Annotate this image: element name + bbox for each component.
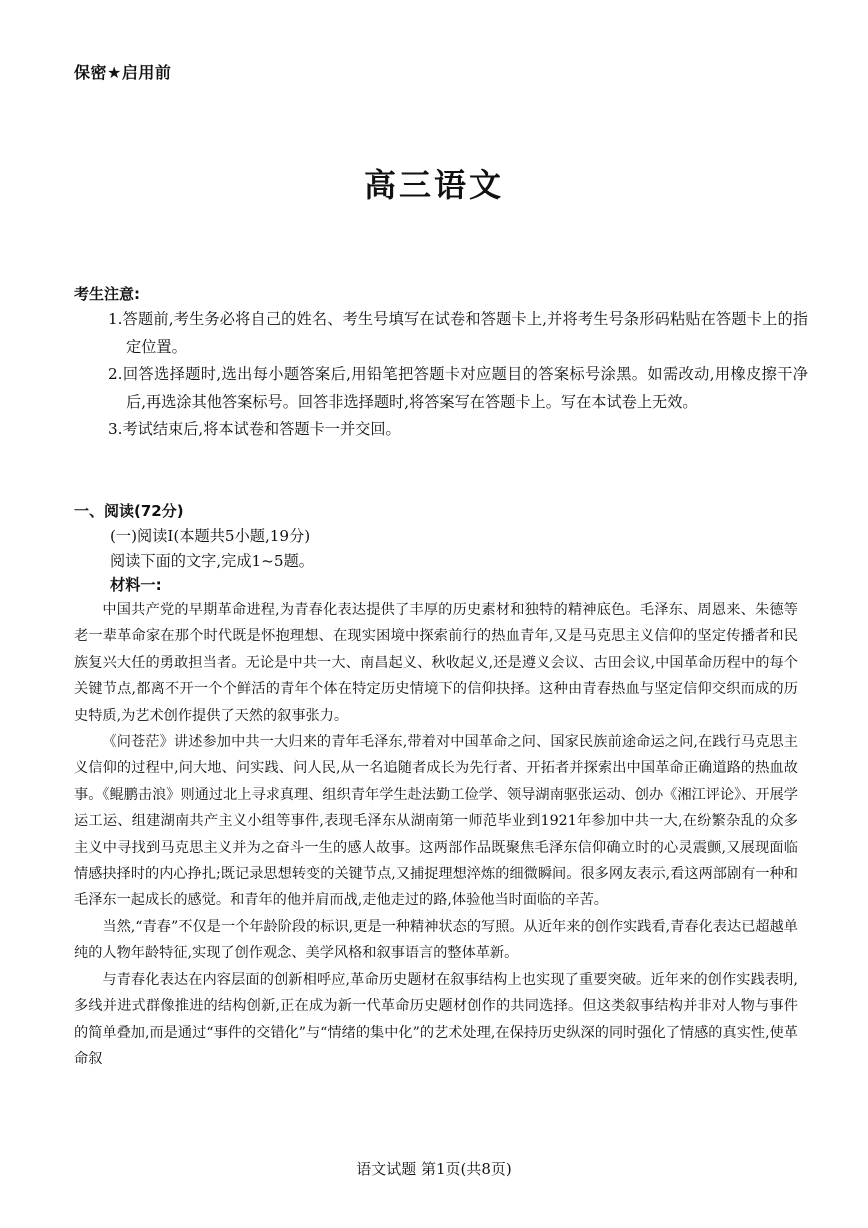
confidential-label: 保密★启用前 (74, 63, 172, 82)
notice-item: 2.回答选择题时,选出每小题答案后,用铅笔把答题卡对应题目的答案标号涂黑。如需改动,用橡皮擦干净后,再选涂其他答案标号。回答非选择题时,将答案写在答题卡上。写在本试卷上无效。 (108, 365, 808, 411)
page-footer: 语文试题 第1页(共8页) (356, 1160, 512, 1178)
section-heading: 一、阅读(72分) (74, 502, 184, 520)
material-label: 材料一: (110, 576, 162, 594)
paragraph: 《问苍茫》讲述参加中共一大归来的青年毛泽东,带着对中国革命之问、国家民族前途命运之问,在践行马克思主义信仰的过程中,问大地、问实践、问人民,从一名追随者成长为先行者、开拓者并探索出中国革命正确道路的热血故事。《鲲鹏击浪》则通过北上寻求真理、组织青年学生赴法勤工俭学、领导湖南驱张运动、创办《湘江评论》、开展学运工运、组建湖南共产主义小组等事件,表现毛泽东从湖南第一师范毕业到1921年参加中共一大,在纷繁杂乱的众多主义中寻找到马克思主义并为之奋斗一生的感人故事。这两部作品既聚焦毛泽东信仰确立时的心灵震颤,又展现面临情感抉择时的内心挣扎;既记录思想转变的关键节点,又捕捉理想淬炼的细微瞬间。很多网友表示,看这两部剧有一种和毛泽东一起成长的感觉。和青年的他并肩而战,走他走过的路,体验他当时面临的辛苦。 (74, 734, 798, 909)
reading-intro (110, 524, 314, 598)
paragraph: 当然,“青春”不仅是一个年龄阶段的标识,更是一种精神状态的写照。从近年来的创作实践看,青春化表达已超越单纯的人物年龄特征,实现了创作观念、美学风格和叙事语言的整体革新。 (74, 918, 798, 962)
instruction-text: 阅读下面的文字,完成1~5题。 (110, 551, 314, 570)
paragraph: 与青春化表达在内容层面的创新相呼应,革命历史题材在叙事结构上也实现了重要突破。近年来的创作实践表明,多线并进式群像推进的结构创新,正在成为新一代革命历史题材创作的共同选择。但这类叙事结构并非对人物与事件的简单叠加,而是通过“事件的交错化”与“情绪的集中化”的艺术处理,在保持历史纵深的同时强化了情感的真实性,使革命叙 (74, 971, 798, 1067)
page-title: 高三语文 (363, 166, 504, 204)
notice-item: 3.考试结束后,将本试卷和答题卡一并交回。 (108, 420, 401, 438)
notice-list (108, 306, 808, 444)
notice-heading: 考生注意: (74, 285, 140, 303)
paragraph: 中国共产党的早期革命进程,为青春化表达提供了丰厚的历史素材和独特的精神底色。毛泽东、周恩来、朱德等老一辈革命家在那个时代既是怀抱理想、在现实困境中探索前行的热血青年,又是马克思主义信仰的坚定传播者和民族复兴大任的勇敢担当者。无论是中共一大、南昌起义、秋收起义,还是遵义会议、古田会议,中国革命历程中的每个关键节点,都离不开一个个鲜活的青年个体在特定历史情境下的信仰抉择。这种由青春热血与坚定信仰交织而成的历史特质,为艺术创作提供了天然的叙事张力。 (74, 602, 798, 724)
sub-section-heading: (一)阅读Ⅰ(本题共5小题,19分) (110, 527, 311, 545)
notice-item: 1.答题前,考生务必将自己的姓名、考生号填写在试卷和答题卡上,并将考生号条形码粘贴在答题卡上的指定位置。 (108, 310, 808, 356)
material-body (74, 597, 798, 1072)
